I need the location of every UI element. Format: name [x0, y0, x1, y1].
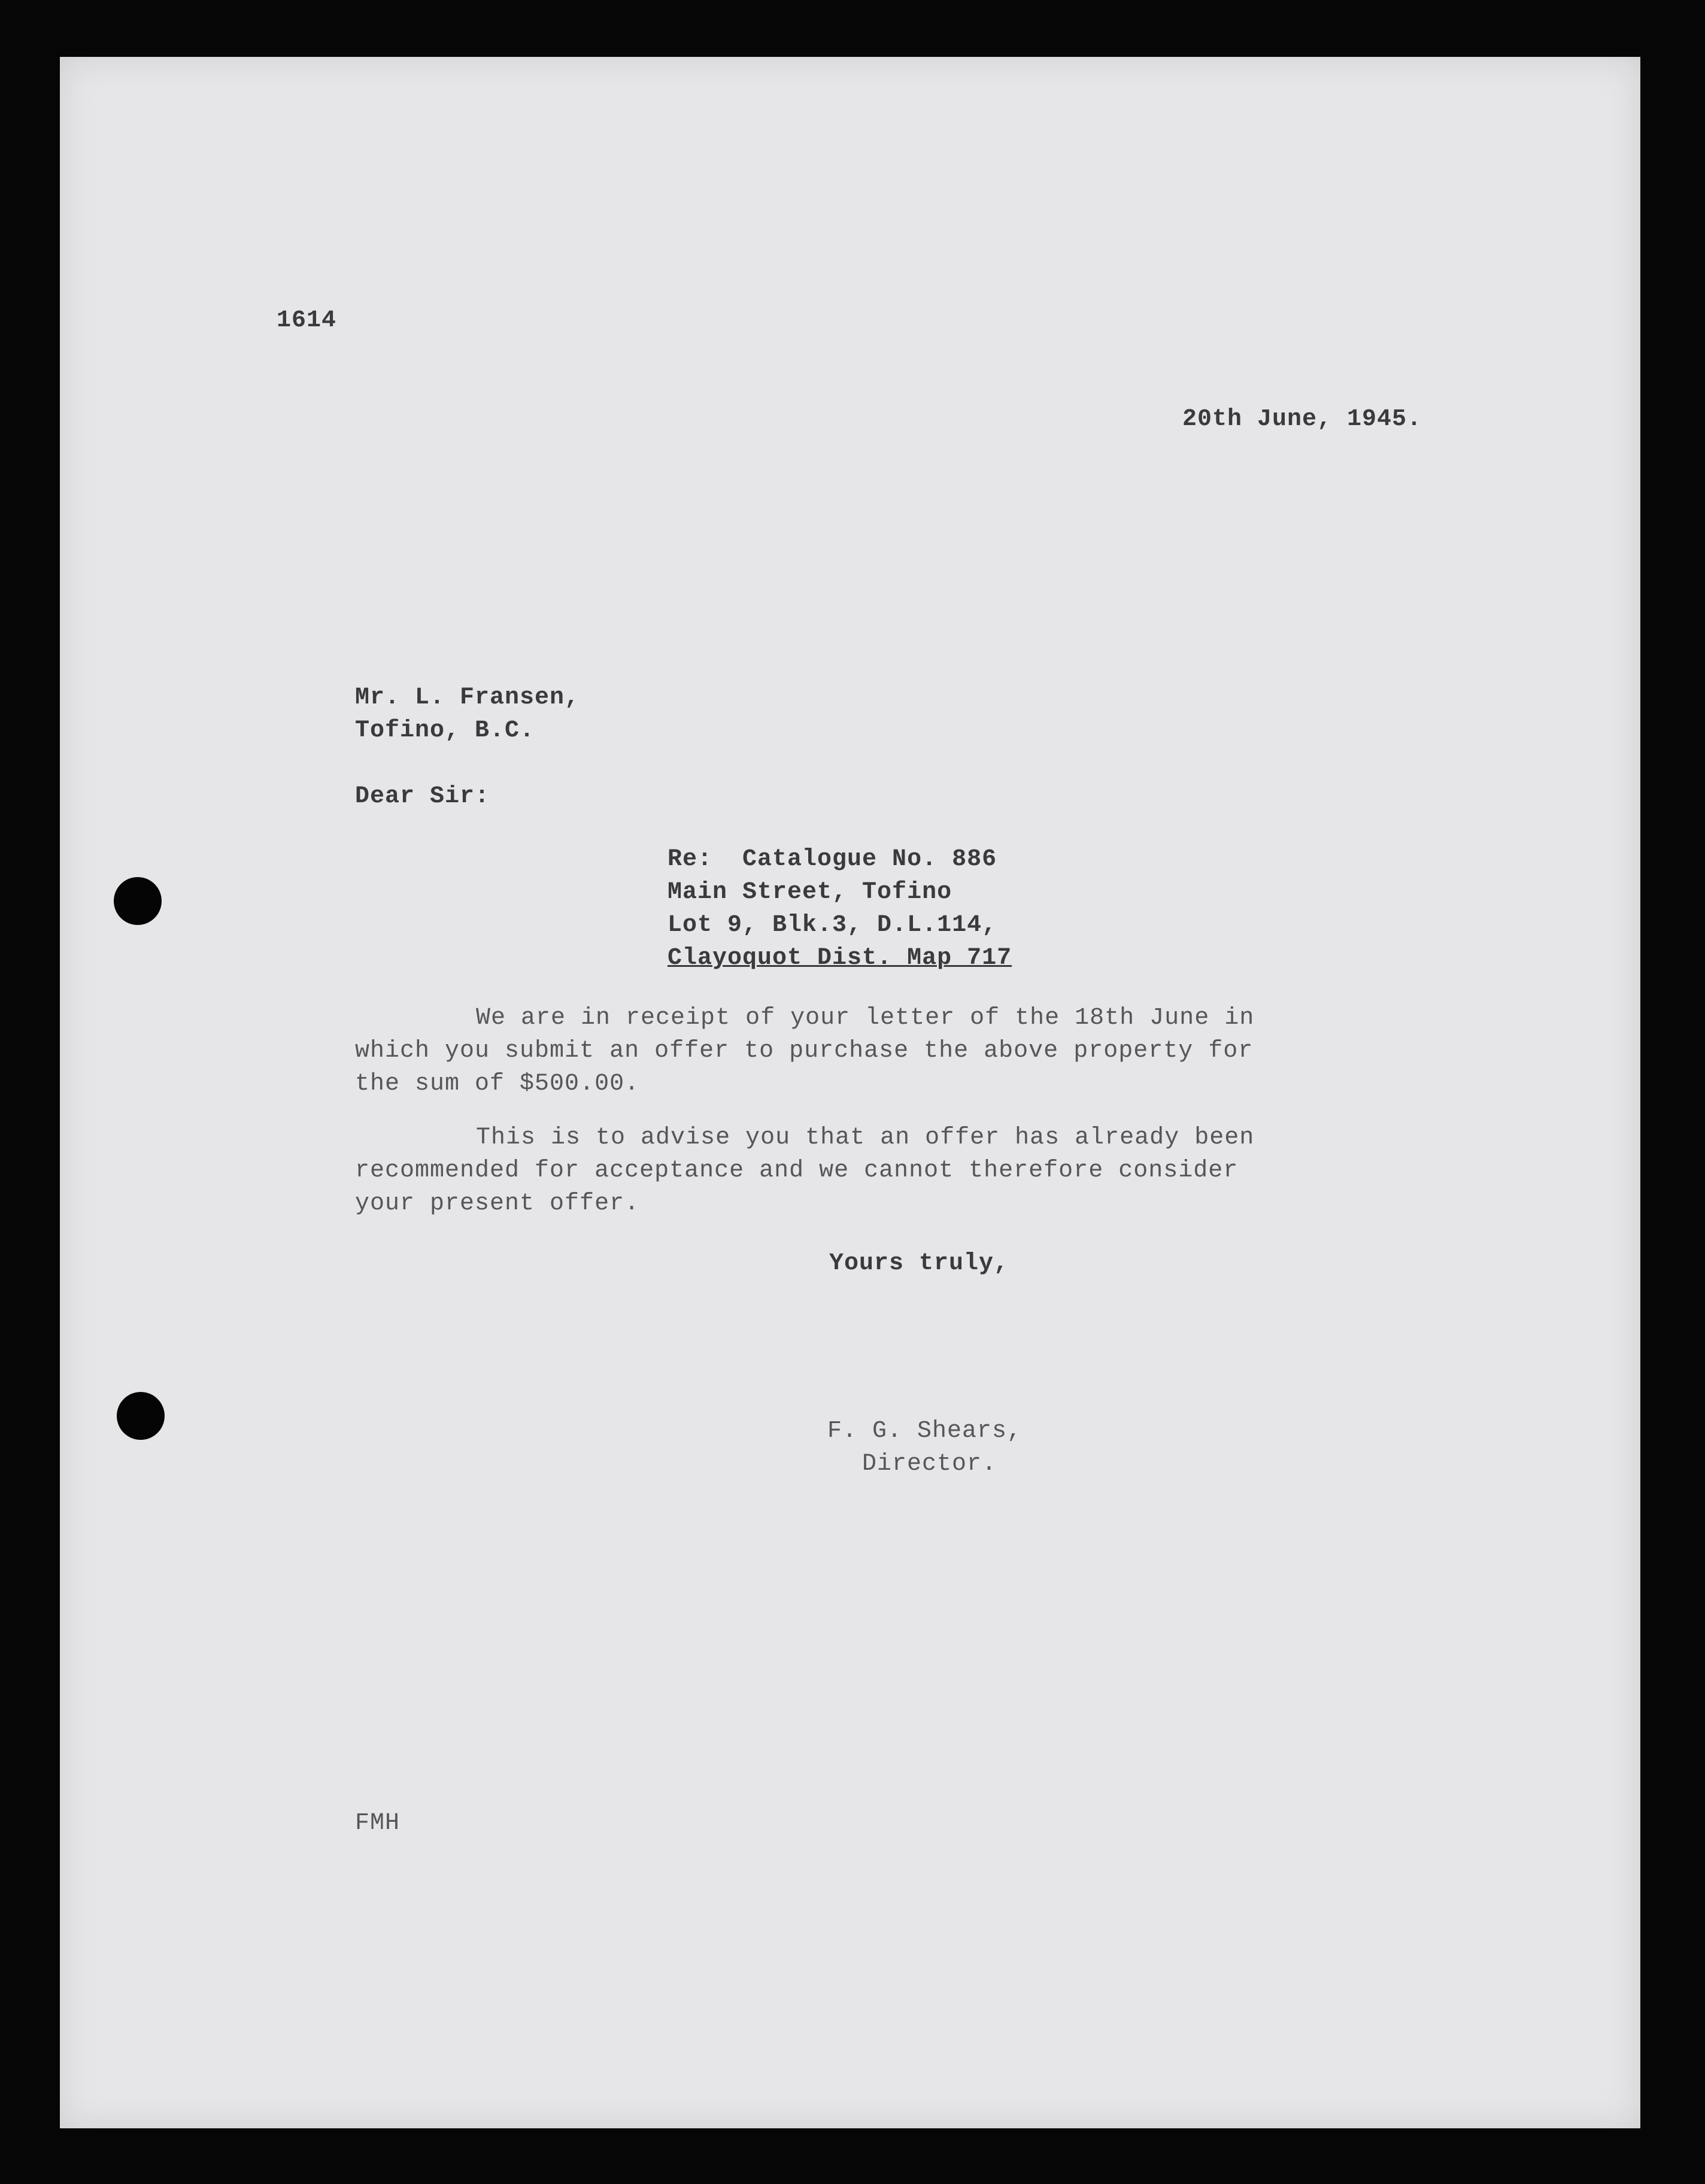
- letter-sheet: [60, 57, 1640, 2128]
- paragraph-2-line-1: This is to advise you that an offer has already been: [476, 1124, 1255, 1151]
- signer-title: Director.: [862, 1451, 997, 1478]
- reference-line-1: Re: Catalogue No. 886: [668, 846, 997, 873]
- recipient-name: Mr. L. Fransen,: [355, 684, 580, 711]
- paragraph-1-line-3: the sum of $500.00.: [355, 1070, 640, 1097]
- punch-hole-bottom: [117, 1392, 165, 1440]
- reference-line-3: Lot 9, Blk.3, D.L.114,: [668, 912, 997, 939]
- paragraph-1-line-1: We are in receipt of your letter of the 18th June in: [476, 1005, 1255, 1032]
- typist-initials: FMH: [355, 1810, 401, 1837]
- recipient-address: Tofino, B.C.: [355, 717, 535, 744]
- salutation: Dear Sir:: [355, 783, 490, 810]
- reference-line-2: Main Street, Tofino: [668, 879, 952, 906]
- signer-name: F. G. Shears,: [827, 1418, 1023, 1445]
- reference-line-4: Clayoquot Dist. Map 717: [668, 945, 1012, 972]
- punch-hole-top: [114, 877, 162, 925]
- letter-date: 20th June, 1945.: [1182, 406, 1422, 433]
- closing: Yours truly,: [829, 1250, 1009, 1277]
- file-number: 1614: [277, 307, 337, 334]
- paragraph-2-line-2: recommended for acceptance and we cannot therefore consider: [355, 1157, 1239, 1184]
- paragraph-2-line-3: your present offer.: [355, 1190, 640, 1217]
- paragraph-1-line-2: which you submit an offer to purchase the above property for: [355, 1038, 1254, 1064]
